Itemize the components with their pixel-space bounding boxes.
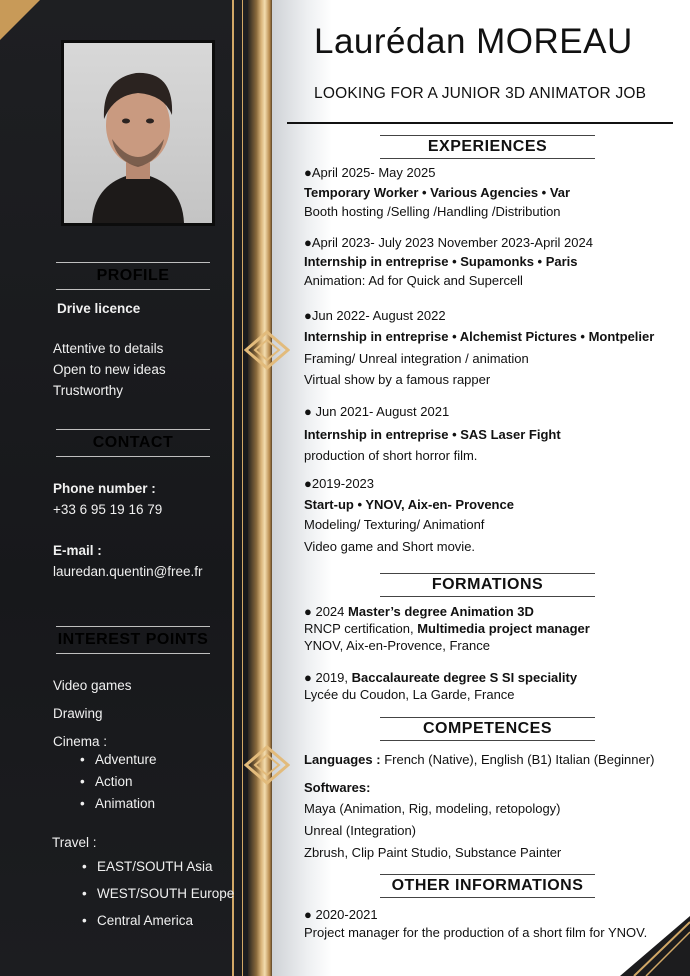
- experience-date: ●2019-2023: [304, 476, 375, 491]
- drive-licence: Drive licence: [57, 301, 141, 316]
- list-item: • Central America: [82, 913, 234, 928]
- profile-heading: PROFILE: [56, 262, 210, 290]
- trait-item: Open to new ideas: [53, 362, 166, 377]
- experience-desc: Animation: Ad for Quick and Supercell: [304, 273, 523, 288]
- avatar: [64, 43, 212, 223]
- list-item: • EAST/SOUTH Asia: [82, 859, 234, 874]
- other-heading: OTHER INFORMATIONS: [380, 874, 595, 898]
- experience-desc: Virtual show by a famous rapper: [304, 372, 491, 387]
- interest-item: Cinema :: [53, 734, 108, 749]
- travel-list: [82, 859, 234, 928]
- formation-title: [304, 670, 577, 685]
- interest-item: Drawing: [53, 706, 103, 721]
- experience-desc: Booth hosting /Selling /Handling /Distribution: [304, 204, 561, 219]
- formation-cert-label: RNCP certification,: [304, 621, 418, 636]
- formation-school: YNOV, Aix-en-Provence, France: [304, 638, 490, 653]
- cinema-list: [80, 752, 157, 811]
- phone-label: Phone number :: [53, 481, 156, 496]
- other-date: ● 2020-2021: [304, 907, 378, 922]
- experience-date: ● Jun 2021- August 2021: [304, 404, 450, 419]
- languages-label: Languages :: [304, 752, 385, 767]
- formation-year: ● 2024: [304, 604, 348, 619]
- trait-item: Trustworthy: [53, 383, 124, 398]
- profile-photo: [61, 40, 215, 226]
- experience-desc: Video game and Short movie.: [304, 539, 476, 554]
- gold-line-decoration: [242, 0, 243, 976]
- competences-heading: COMPETENCES: [380, 717, 595, 741]
- experience-date: ●Jun 2022- August 2022: [304, 308, 446, 323]
- gold-band-decoration: [248, 0, 272, 976]
- diamond-ornament-icon: [244, 745, 290, 785]
- interest-item: Video games: [53, 678, 132, 693]
- contact-heading: CONTACT: [56, 429, 210, 457]
- job-objective: LOOKING FOR A JUNIOR 3D ANIMATOR JOB: [314, 85, 647, 102]
- gold-line-decoration: [232, 0, 234, 976]
- formation-cert-title: Multimedia project manager: [417, 621, 590, 636]
- list-item: • Adventure: [80, 752, 157, 767]
- other-desc: Project manager for the production of a short film for YNOV.: [304, 925, 648, 940]
- phone-number: +33 6 95 19 16 79: [53, 502, 163, 517]
- software-item: Zbrush, Clip Paint Studio, Substance Painter: [304, 845, 562, 860]
- list-item: • Action: [80, 774, 157, 789]
- experiences-heading: EXPERIENCES: [380, 135, 595, 159]
- email-address: lauredan.quentin@free.fr: [53, 564, 203, 579]
- software-item: Unreal (Integration): [304, 823, 416, 838]
- experience-date: ●April 2025- May 2025: [304, 165, 436, 180]
- interest-item: Travel :: [52, 835, 97, 850]
- experience-desc: Framing/ Unreal integration / animation: [304, 351, 529, 366]
- formation-cert: [304, 621, 590, 636]
- email-label: E-mail :: [53, 543, 102, 558]
- experience-role: Start-up • YNOV, Aix-en- Provence: [304, 497, 514, 512]
- interests-heading: INTEREST POINTS: [56, 626, 210, 654]
- formation-year: ● 2019,: [304, 670, 352, 685]
- experience-desc: Modeling/ Texturing/ Animationf: [304, 517, 485, 532]
- candidate-name: Laurédan MOREAU: [314, 22, 633, 61]
- software-item: Maya (Animation, Rig, modeling, retopology): [304, 801, 561, 816]
- experience-role: Internship in entreprise • Alchemist Pictures • Montpelier: [304, 329, 655, 344]
- list-item: • WEST/SOUTH Europe: [82, 886, 234, 901]
- experience-date: ●April 2023- July 2023 November 2023-April 2024: [304, 235, 593, 250]
- list-item: • Animation: [80, 796, 157, 811]
- formations-heading: FORMATIONS: [380, 573, 595, 597]
- languages-line: [304, 752, 654, 767]
- languages-value: French (Native), English (B1) Italian (Beginner): [384, 752, 655, 767]
- softwares-label: Softwares:: [304, 780, 371, 795]
- experience-role: Internship in entreprise • SAS Laser Fight: [304, 427, 561, 442]
- header-divider: [287, 122, 673, 124]
- formation-degree: Master’s degree Animation 3D: [348, 604, 534, 619]
- diamond-ornament-icon: [244, 330, 290, 370]
- formation-degree: Baccalaureate degree S SI speciality: [351, 670, 578, 685]
- corner-ornament-icon: [0, 0, 40, 40]
- experience-role: Internship in entreprise • Supamonks • Paris: [304, 254, 578, 269]
- experience-role: Temporary Worker • Various Agencies • Var: [304, 185, 571, 200]
- formation-title: [304, 604, 534, 619]
- formation-school: Lycée du Coudon, La Garde, France: [304, 687, 515, 702]
- experience-desc: production of short horror film.: [304, 448, 478, 463]
- trait-item: Attentive to details: [53, 341, 164, 356]
